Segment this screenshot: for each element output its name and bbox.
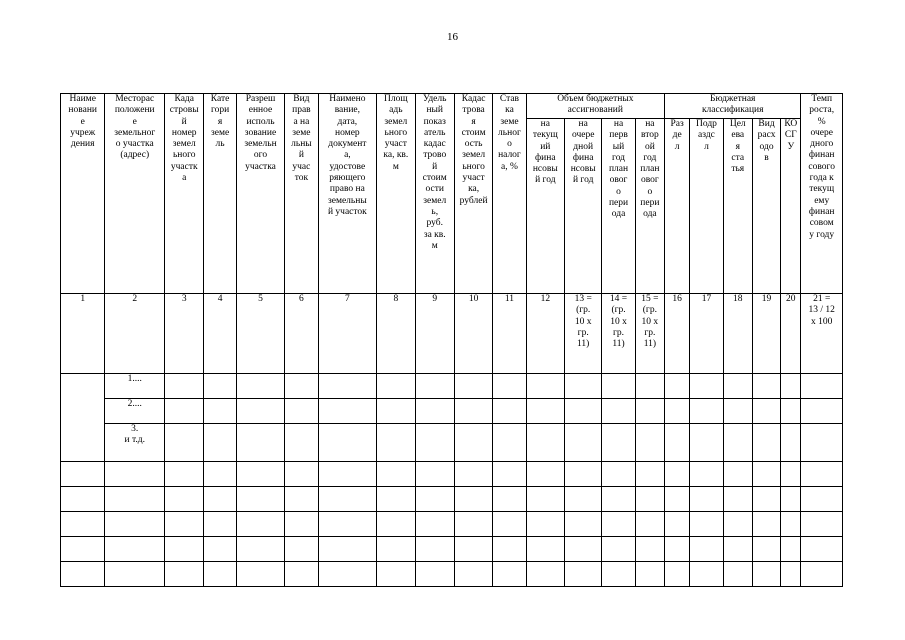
col-header-9: Удель ный показ атель кадас трово й стоим ости земел ь, руб. за кв. м bbox=[415, 94, 454, 294]
col-header-15: на втор ой год план овог о пери ода bbox=[635, 119, 664, 294]
col-header-19: Вид расх одо в bbox=[752, 119, 780, 294]
empty-row bbox=[61, 462, 843, 487]
col-header-6: Вид прав а на земе льны й учас ток bbox=[285, 94, 318, 294]
col-header-18: Цел ева я ста тья bbox=[723, 119, 752, 294]
col-number: 8 bbox=[377, 294, 415, 374]
empty-row bbox=[61, 537, 843, 562]
col-header-17: Подр аздс л bbox=[690, 119, 723, 294]
col-header-10: Кадас трова я стоим ость земел ьного участ ка, рублей bbox=[454, 94, 492, 294]
empty-row bbox=[61, 512, 843, 537]
col-number: 4 bbox=[204, 294, 236, 374]
col-number: 21 = 13 / 12 х 100 bbox=[801, 294, 843, 374]
col-number: 6 bbox=[285, 294, 318, 374]
page-number: 16 bbox=[447, 31, 458, 43]
col-header-11: Став ка земе льног о налог а, % bbox=[493, 94, 526, 294]
col-header-8: Площ адь земел ьного участ ка, кв. м bbox=[377, 94, 415, 294]
location-cell: 1.... bbox=[105, 374, 165, 399]
col-number: 19 bbox=[752, 294, 780, 374]
col-header-14: на перв ый год план овог о пери ода bbox=[602, 119, 635, 294]
col-header-3: Када стровы й номер земел ьного участк а bbox=[165, 94, 204, 294]
col-number: 14 = (гр. 10 х гр. 11) bbox=[602, 294, 635, 374]
col-header-7: Наимено вание, дата, номер документ а, удостове ряющего право на земельны й участок bbox=[318, 94, 377, 294]
col-header-4: Кате гори я земе ль bbox=[204, 94, 236, 294]
table-row bbox=[61, 424, 843, 462]
col-number: 10 bbox=[454, 294, 492, 374]
col-number: 12 bbox=[526, 294, 564, 374]
table-row bbox=[61, 374, 843, 399]
land-plots-table bbox=[60, 93, 843, 587]
empty-row bbox=[61, 487, 843, 512]
col-number: 5 bbox=[236, 294, 284, 374]
col-number: 9 bbox=[415, 294, 454, 374]
institution-cell bbox=[61, 374, 105, 462]
column-number-row bbox=[61, 294, 843, 374]
col-header-5: Разреш енное исполь зование земельн ого участка bbox=[236, 94, 284, 294]
location-cell: 3. и т.д. bbox=[105, 424, 165, 462]
col-header-21: Темп роста, % очере дного финан сового года к текущ ему финан совом у году bbox=[801, 94, 843, 294]
group-header-classification: Бюджетная классификация bbox=[665, 94, 801, 119]
col-number: 20 bbox=[781, 294, 801, 374]
col-number: 16 bbox=[665, 294, 690, 374]
col-number: 1 bbox=[61, 294, 105, 374]
col-header-16: Раз де л bbox=[665, 119, 690, 294]
col-header-13: на очере дной фина нсовы й год bbox=[565, 119, 602, 294]
col-number: 17 bbox=[690, 294, 723, 374]
col-number: 18 bbox=[723, 294, 752, 374]
col-number: 7 bbox=[318, 294, 377, 374]
empty-row bbox=[61, 562, 843, 587]
table-row bbox=[61, 399, 843, 424]
col-header-20: КО СГ У bbox=[781, 119, 801, 294]
col-number: 3 bbox=[165, 294, 204, 374]
col-number: 2 bbox=[105, 294, 165, 374]
col-header-2: Месторас положени е земельног о участка (адрес) bbox=[105, 94, 165, 294]
col-number: 11 bbox=[493, 294, 526, 374]
header-row-1 bbox=[61, 94, 843, 119]
location-cell: 2.... bbox=[105, 399, 165, 424]
col-number: 13 = (гр. 10 х гр. 11) bbox=[565, 294, 602, 374]
col-number: 15 = (гр. 10 х гр. 11) bbox=[635, 294, 664, 374]
group-header-budget: Объем бюджетных ассигнований bbox=[526, 94, 664, 119]
col-header-1: Наиме новани е учреж дения bbox=[61, 94, 105, 294]
col-header-12: на текущ ий фина нсовы й год bbox=[526, 119, 564, 294]
